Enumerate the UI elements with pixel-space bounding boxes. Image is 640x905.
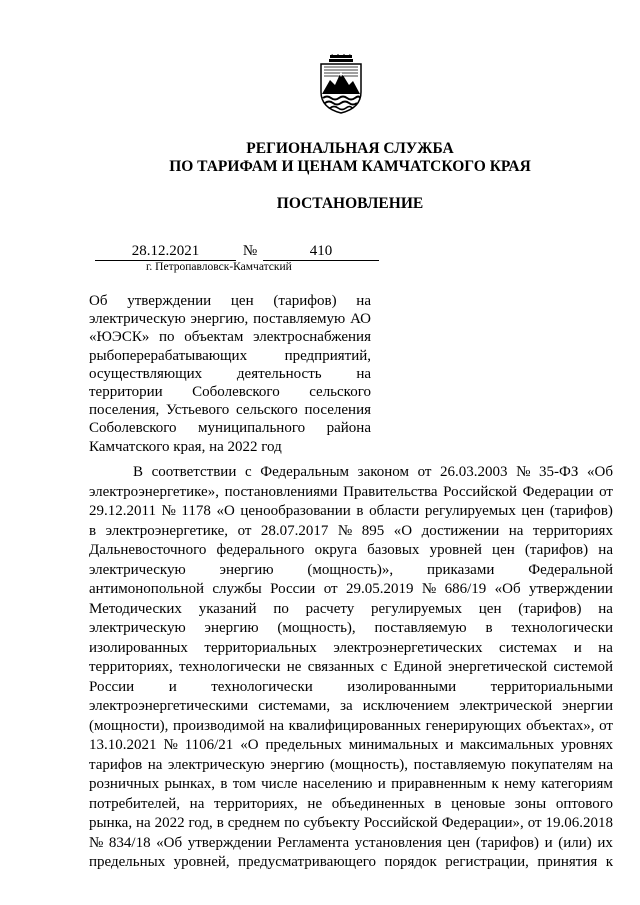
body-line: № 834/18 «Об утверждении Регламента установления цен (тарифов) и (или) их xyxy=(89,834,613,851)
body-line: России и технологически изолированными территориальными xyxy=(89,678,613,695)
organization-name-line-2: ПО ТАРИФАМ И ЦЕНАМ КАМЧАТСКОГО КРАЯ xyxy=(169,158,531,175)
subject-line: территории Соболевского сельского xyxy=(89,383,371,400)
subject-line: электрическую энергию, поставляемую АО xyxy=(89,311,371,328)
subject-line: осуществляющих деятельность на xyxy=(89,365,371,382)
body-line: (мощности), производимой на квалифицированных генерирующих объектах», от xyxy=(89,717,613,734)
subject-line: Камчатского края, на 2022 год xyxy=(89,438,282,455)
body-line: электрическую энергию (мощность), поставляемую в технологически xyxy=(89,620,613,636)
body-line: 29.12.2011 № 1178 «О ценообразовании в области регулируемых цен (тарифов) xyxy=(89,503,613,519)
document-type-title: ПОСТАНОВЛЕНИЕ xyxy=(276,195,424,212)
document-number: 410 xyxy=(263,243,379,261)
document-body xyxy=(89,463,613,873)
body-line: В соответствии с Федеральным законом от 26.03.2003 № 35-ФЗ «Об xyxy=(133,464,613,480)
body-line: предельных уровней, предусматривающего порядок регистрации, принятия к xyxy=(89,854,613,870)
body-line: Дальневосточного федерального округа базовых уровней цен (тарифов) на xyxy=(89,542,613,558)
body-line: изолированных территориальных электроэнергетических системах и на xyxy=(89,639,613,656)
subject-line: «ЮЭСК» по объектам электроснабжения xyxy=(89,329,371,346)
organization-name-line-1: РЕГИОНАЛЬНАЯ СЛУЖБА xyxy=(246,140,454,157)
body-line: потребителей, на территориях, не объединенных в ценовые зоны оптового xyxy=(89,795,613,812)
subject-line: Соболевского муниципального района xyxy=(89,420,371,437)
body-line: территориях, технологически не связанных с Единой энергетической системой xyxy=(89,659,613,675)
kamchatka-coat-of-arms-icon xyxy=(318,54,364,114)
subject-line: рыбоперерабатывающих предприятий, xyxy=(89,347,371,364)
body-line: тарифов на электрическую энергию (мощность), поставляемую покупателям на xyxy=(89,756,613,773)
document-date: 28.12.2021 xyxy=(95,243,236,261)
subject-line: поселения, Устьевого сельского поселения xyxy=(89,402,371,419)
body-line: электрическую энергию (мощность)», приказами Федеральной xyxy=(89,561,613,578)
body-line: рынка, на 2022 год, в среднем по субъекту Российской Федерации», от 19.06.2018 xyxy=(89,815,613,831)
body-line: Методических указаний по расчету регулируемых цен (тарифов) на xyxy=(89,600,613,617)
body-line: электроэнергетике», постановлениями Правительства Российской Федерации от xyxy=(89,483,613,500)
issue-city: г. Петропавловск-Камчатский xyxy=(146,261,292,273)
body-line: в электроэнергетике, от 28.07.2017 № 895 «О достижении на территориях xyxy=(89,522,613,539)
body-line: электроэнергетическими системами, за исключением электрической энергии xyxy=(89,698,613,714)
number-sign: № xyxy=(242,243,258,259)
body-line: антимонопольной службы России от 29.05.2019 № 686/19 «Об утверждении xyxy=(89,581,613,597)
document-subject xyxy=(89,292,371,456)
subject-line: Об утверждении цен (тарифов) на xyxy=(89,293,371,309)
body-line: 13.10.2021 № 1106/21 «О предельных минимальных и максимальных уровнях xyxy=(89,737,613,753)
body-line: розничных рынках, в том числе населению и приравненным к нему категориям xyxy=(89,776,613,792)
